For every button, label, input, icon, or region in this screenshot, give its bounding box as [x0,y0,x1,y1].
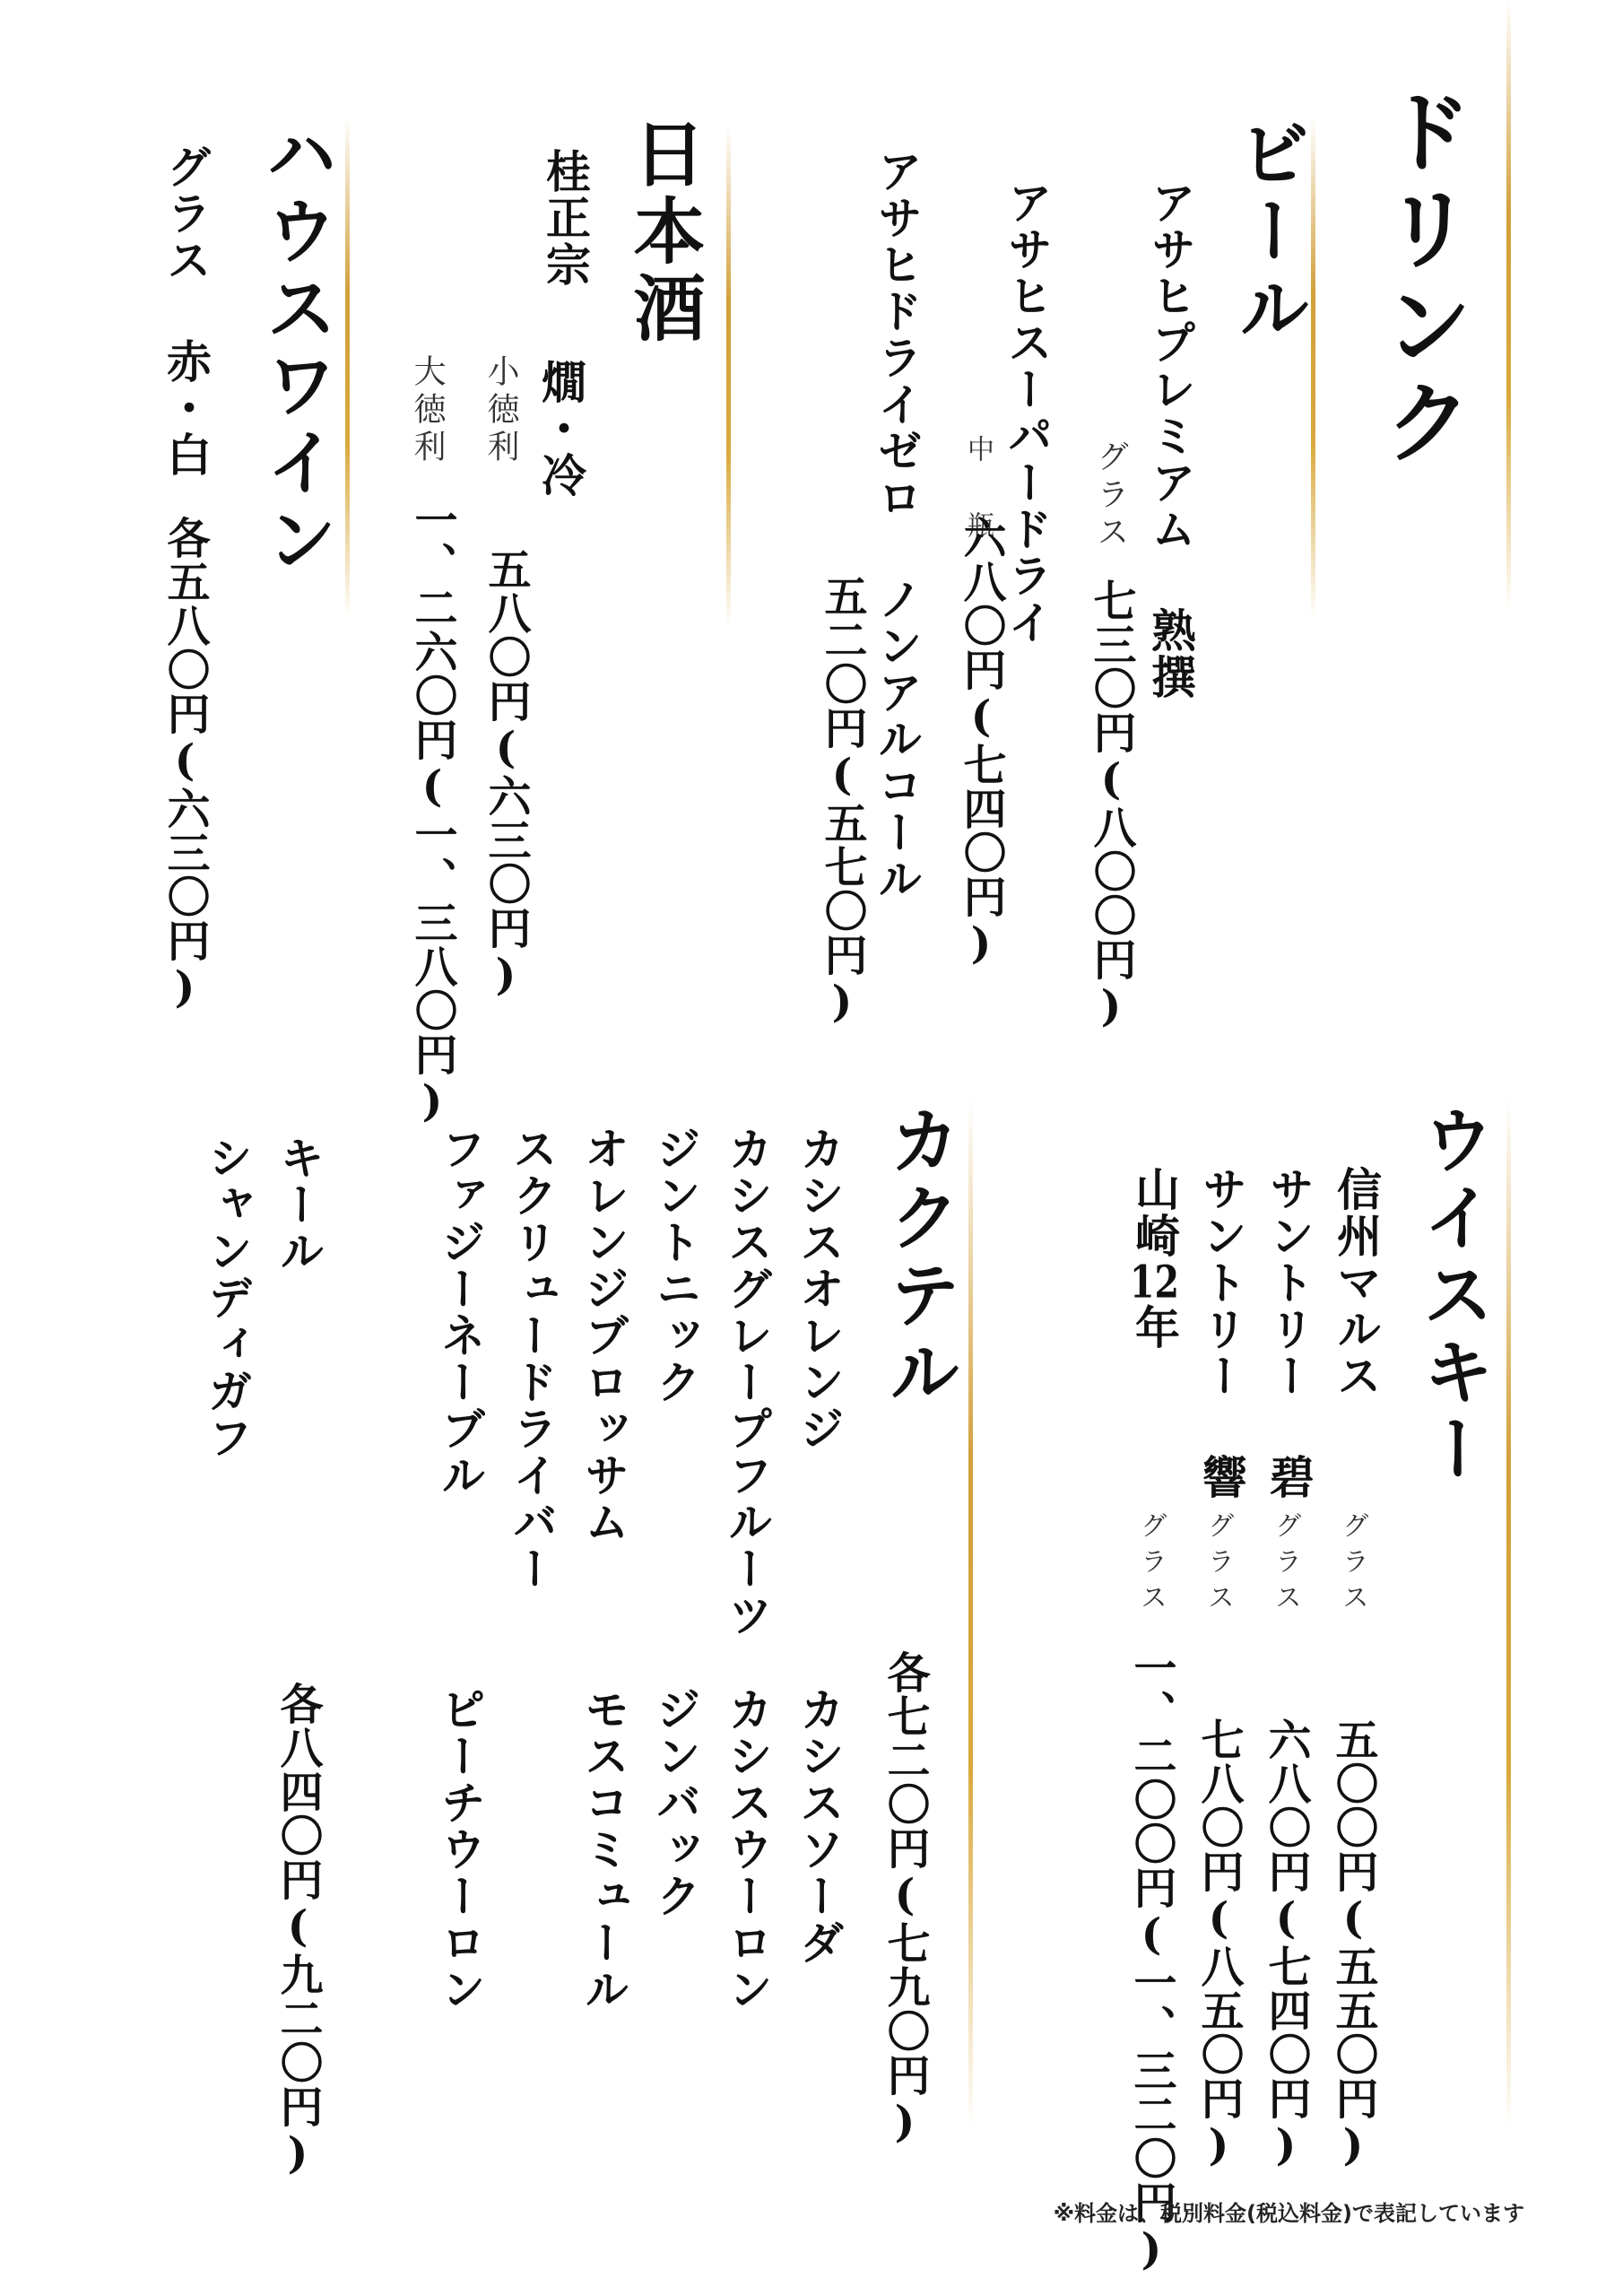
sake-style: 燗・冷 [534,359,587,499]
whisky-item-unit: グラス [1202,1511,1234,1619]
whisky-item-unit: グラス [1135,1511,1167,1619]
cocktail-item: カシスオレンジ [793,1126,846,1452]
wine-divider [345,117,350,619]
cocktail-item: ジントニック [649,1126,702,1405]
title-divider [1506,0,1511,610]
beer-premium-price: 七三〇円(八〇〇円) [1086,578,1136,1032]
whisky-item-price: 一、二〇〇円(一、三二〇円) [1126,1646,1176,2275]
beer-zero-price: 五二〇円(五七〇円) [817,574,867,1028]
sake-small-label: 小徳利 [482,354,519,467]
whisky-item-price: 七八〇円(八五〇円) [1193,1718,1244,2171]
whisky-heading: ウイスキー [1410,1103,1495,1489]
whisky-item-unit: グラス [1337,1511,1368,1619]
whisky-item-name: サントリー 碧 [1263,1166,1315,1500]
sake-divider [726,126,731,628]
cocktail-item: モスコミュール [577,1686,630,2013]
whisky-item-name: 信州マルス [1330,1166,1383,1399]
beer-divider [1311,117,1315,619]
sake-large-price: 一、二六〇円(一、三八〇円) [407,498,457,1127]
cocktail-extra-item: キール [273,1135,325,1274]
whisky-item-unit: グラス [1270,1511,1301,1619]
whisky-item-price: 五〇〇円(五五〇円) [1328,1718,1378,2171]
beer-premium-unit: グラス [1092,439,1129,552]
whisky-divider [1506,1099,1511,2130]
cocktail-price: 各七二〇円(七九〇円) [880,1650,930,2148]
page-title: ドリンク [1368,85,1474,473]
beer-superdry-name: アサヒスーパードライ [1001,179,1054,646]
beer-premium-name: アサヒプレミアム 熟撰 [1144,179,1197,700]
whisky-item-name: 山崎12年 [1128,1166,1181,1351]
cocktail-extra-price: 各八四〇円(九二〇円) [273,1682,323,2179]
wine-price: 各五八〇円(六三〇円) [160,516,210,1013]
beer-zero-name: アサヒドライゼロ ノンアルコール [871,148,924,902]
beer-superdry-unit: 中 瓶 [962,435,994,547]
price-note: ※料金は、税別料金(税込料金)で表記しています [1053,2201,1524,2226]
cocktail-item: スクリュードライバー [506,1126,559,1592]
sake-large-label: 大徳利 [409,354,446,467]
cocktail-item: ジンバック [649,1686,702,1919]
whisky-item-price: 六八〇円(七四〇円) [1261,1718,1311,2171]
cocktail-item: ファジーネーブル [434,1126,487,1499]
cocktail-item: ピーチウーロン [434,1686,487,2013]
sake-brand: 桂正宗 [539,148,592,288]
wine-heading: ハウスワイン [254,117,338,579]
cocktail-heading: カクテル [877,1103,961,1412]
beer-superdry-price: 六八〇円(七四〇円) [956,516,1006,970]
beer-heading: ビール [1227,117,1311,348]
cocktail-item: オレンジブロッサム [577,1126,630,1545]
wine-item: グラス 赤・白 [160,144,213,478]
whisky-item-name: サントリー 響 [1195,1166,1248,1500]
cocktail-item: カシスウーロン [721,1686,774,2013]
sake-small-price: 五八〇円(六三〇円) [481,547,531,1001]
sake-heading: 日本酒 [621,117,706,348]
cocktail-item: カシスソーダ [793,1686,846,1966]
cocktail-divider [968,1099,973,2130]
cocktail-extra-item: シャンディガフ [201,1135,254,1461]
cocktail-item: カシスグレープフルーツ [721,1126,774,1639]
